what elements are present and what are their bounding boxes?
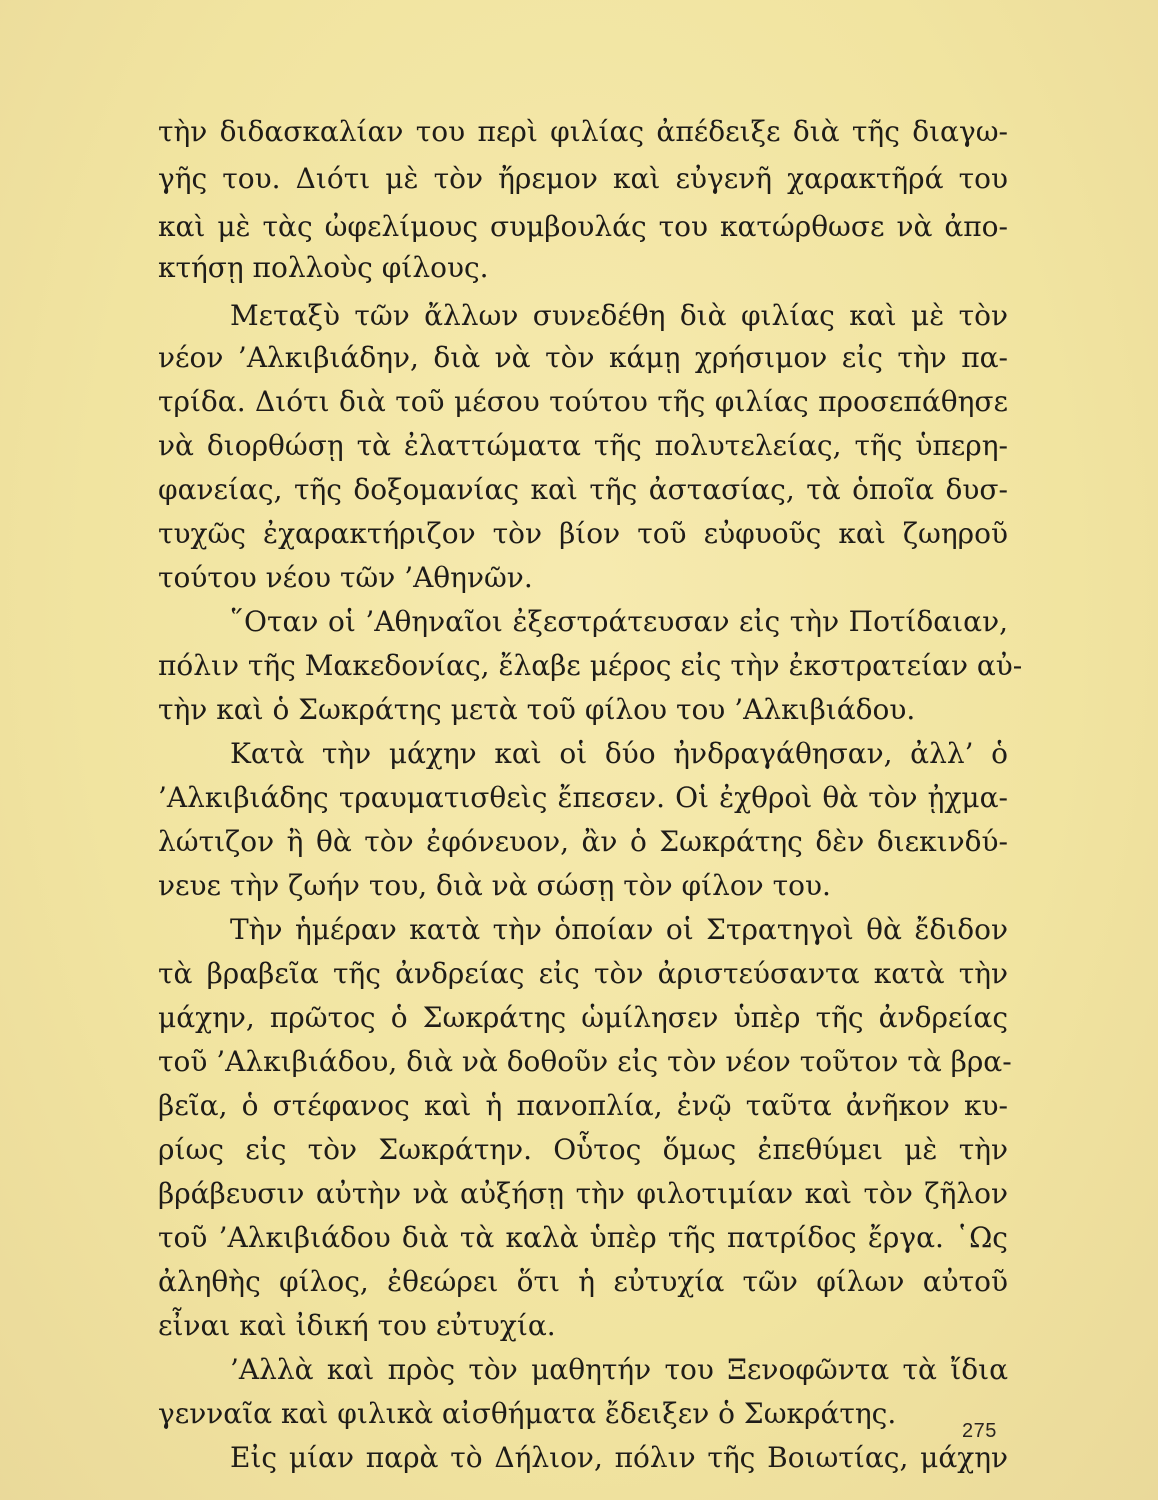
text-line: τούτου νέου τῶν ’Αθηνῶν.	[158, 561, 533, 594]
text-line: ’Αλλὰ καὶ πρὸς τὸν μαθητήν του Ξενοφῶντα τὰ ἴδια	[230, 1353, 1008, 1386]
text-line: φανείας, τῆς δοξομανίας καὶ τῆς ἀστασίας, τὰ ὁποῖα δυσ-	[158, 473, 1008, 506]
text-line: Κατὰ τὴν μάχην καὶ οἱ δύο ἠνδραγάθησαν, ἀλλ’ ὁ	[230, 737, 1008, 770]
text-line: τοῦ ’Αλκιβιάδου διὰ τὰ καλὰ ὑπὲρ τῆς πατρίδος ἔργα. ῾Ως	[158, 1221, 1008, 1254]
text-line: Εἰς μίαν παρὰ τὸ Δήλιον, πόλιν τῆς Βοιωτίας, μάχην	[230, 1441, 1008, 1474]
text-line: γῆς του. Διότι μὲ τὸν ἤρεμον καὶ εὐγενῆ χαρακτῆρά του	[158, 162, 1008, 195]
text-line: νέον ’Αλκιβιάδην, διὰ νὰ τὸν κάμῃ χρήσιμον εἰς τὴν πα-	[158, 341, 1008, 374]
text-line: πόλιν τῆς Μακεδονίας, ἔλαβε μέρος εἰς τὴν ἐκστρατείαν αὐ-	[158, 649, 1023, 682]
text-line: κτήσῃ πολλοὺς φίλους.	[158, 251, 489, 284]
text-line: Μεταξὺ τῶν ἄλλων συνεδέθη διὰ φιλίας καὶ μὲ τὸν	[230, 299, 1008, 332]
text-line: τρίδα. Διότι διὰ τοῦ μέσου τούτου τῆς φιλίας προσεπάθησε	[158, 385, 1008, 418]
text-line: Τὴν ἡμέραν κατὰ τὴν ὁποίαν οἱ Στρατηγοὶ θὰ ἔδιδον	[230, 913, 1008, 946]
text-line: τὴν διδασκαλίαν του περὶ φιλίας ἀπέδειξε διὰ τῆς διαγω-	[158, 115, 1008, 148]
text-line: τὴν καὶ ὁ Σωκράτης μετὰ τοῦ φίλου του ’Αλκιβιάδου.	[158, 693, 916, 726]
text-line: βράβευσιν αὐτὴν νὰ αὐξήσῃ τὴν φιλοτιμίαν καὶ τὸν ζῆλον	[158, 1177, 1008, 1210]
text-line: γενναῖα καὶ φιλικὰ αἰσθήματα ἔδειξεν ὁ Σωκράτης.	[158, 1397, 897, 1430]
text-line: μάχην, πρῶτος ὁ Σωκράτης ὡμίλησεν ὑπὲρ τῆς ἀνδρείας	[158, 1001, 1008, 1034]
text-line: λώτιζον ἢ θὰ τὸν ἐφόνευον, ἂν ὁ Σωκράτης δὲν διεκινδύ-	[158, 825, 1008, 858]
page-number: 275	[962, 1420, 997, 1442]
text-line: τυχῶς ἐχαρακτήριζον τὸν βίον τοῦ εὐφυοῦς καὶ ζωηροῦ	[158, 517, 1008, 550]
text-line: νευε τὴν ζωήν του, διὰ νὰ σώσῃ τὸν φίλον του.	[158, 869, 831, 902]
text-line: ἀληθὴς φίλος, ἐθεώρει ὅτι ἡ εὐτυχία τῶν φίλων αὐτοῦ	[158, 1265, 1008, 1298]
text-line: τὰ βραβεῖα τῆς ἀνδρείας εἰς τὸν ἀριστεύσαντα κατὰ τὴν	[158, 957, 1008, 990]
text-line: εἶναι καὶ ἰδική του εὐτυχία.	[158, 1309, 556, 1342]
text-line: καὶ μὲ τὰς ὠφελίμους συμβουλάς του κατώρθωσε νὰ ἀπο-	[158, 210, 1008, 243]
text-line: τοῦ ’Αλκιβιάδου, διὰ νὰ δοθοῦν εἰς τὸν νέον τοῦτον τὰ βρα-	[158, 1045, 1012, 1078]
text-line: νὰ διορθώσῃ τὰ ἐλαττώματα τῆς πολυτελείας, τῆς ὑπερη-	[158, 429, 1008, 462]
text-line: ῞Οταν οἱ ’Αθηναῖοι ἐξεστράτευσαν εἰς τὴν Ποτίδαιαν,	[230, 605, 1008, 638]
text-line: ’Αλκιβιάδης τραυματισθεὶς ἔπεσεν. Οἱ ἐχθροὶ θὰ τὸν ᾐχμα-	[158, 781, 1008, 814]
text-line: ρίως εἰς τὸν Σωκράτην. Οὗτος ὅμως ἐπεθύμει μὲ τὴν	[158, 1133, 1008, 1166]
text-line: βεῖα, ὁ στέφανος καὶ ἡ πανοπλία, ἐνῷ ταῦτα ἀνῆκον κυ-	[158, 1089, 1008, 1122]
